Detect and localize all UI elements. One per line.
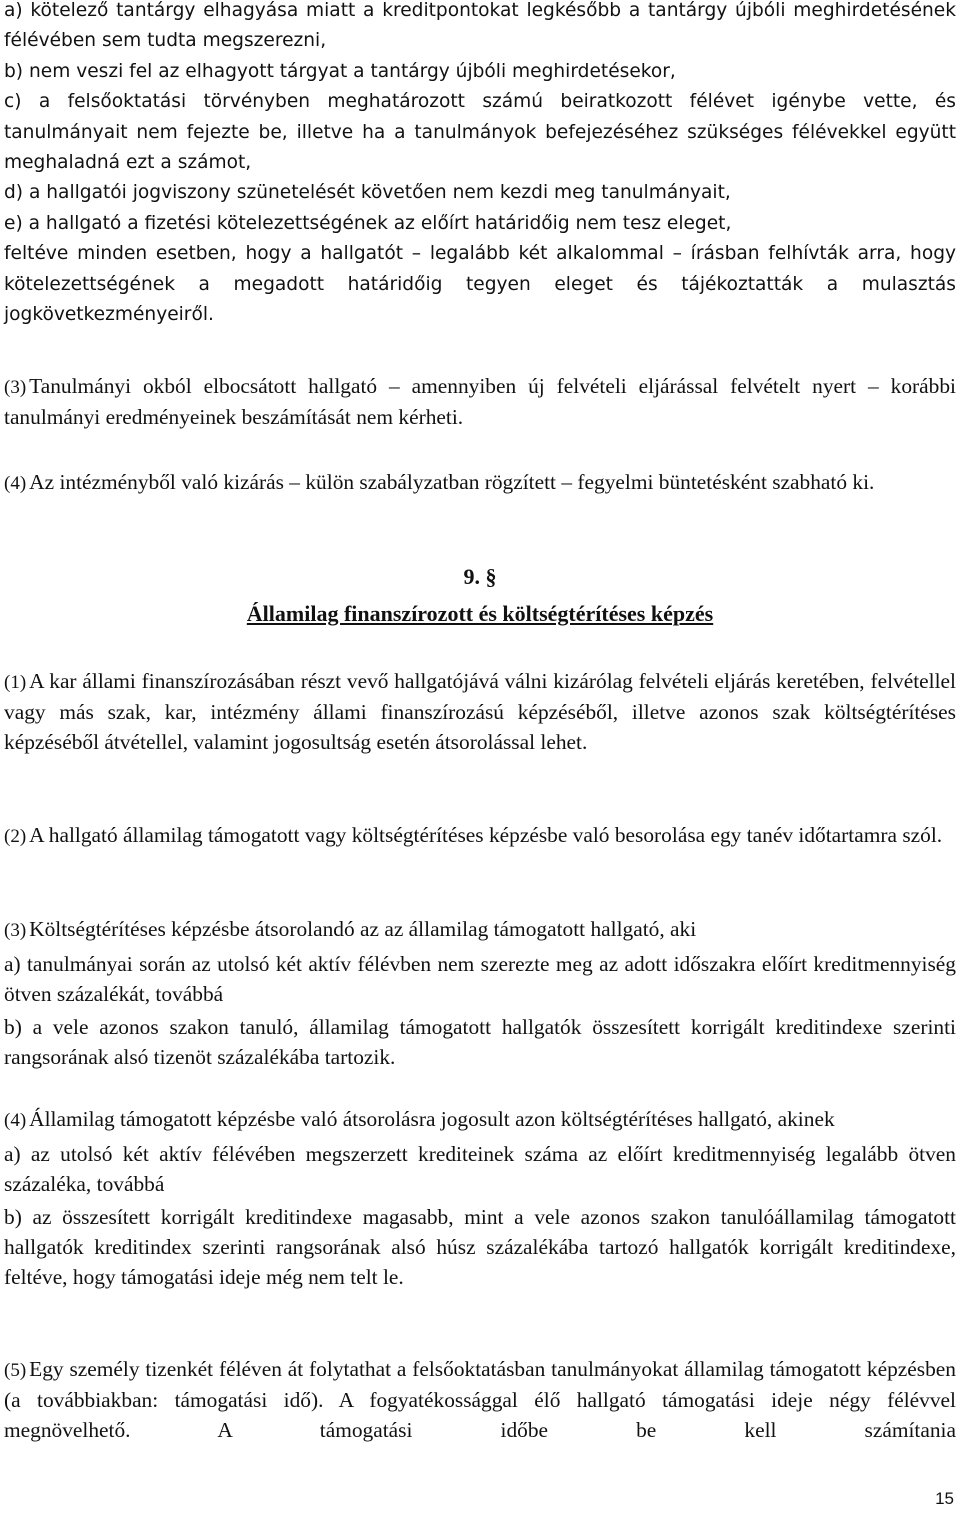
list-condition: feltéve minden esetben, hogy a hallgatót – legalább két alkalommal – írásban felhívták arra, hogy kötelezettségének a megadott határidőig tegyen eleget és tájékoztatták a mulasztás jogkövetkezményeiről. [4,243,956,326]
paragraph-number: (4) [4,1110,27,1131]
list-item-c: c) a felsőoktatási törvényben meghatározott számú beiratkozott félévet igénybe vette, és tanulmányait nem fejezte be, illetve ha a tanulmányok befejezéséhez szükséges félévekkel együtt meghaladná ezt a számot, [4,91,956,174]
paragraph-number: (1) [4,672,27,693]
section-number: 9. § [463,564,497,589]
paragraph-3 [4,372,956,433]
paragraph-number: (3) [4,920,27,941]
section-paragraph-3 [4,915,956,1073]
top-list [4,0,956,330]
section-paragraph-4 [4,1105,956,1293]
paragraph-text: Egy személy tizenkét féléven át folytathat a felsőoktatásban tanulmányokat államilag támogatott képzésben (a továbbiakban: támogatási idő). A fogyatékossággal élő hallgató támogatási ideje négy félévvel megnövelhető. A támogatási időbe be kell számítania [4,1357,956,1442]
paragraph-number: (2) [4,826,27,847]
paragraph-number: (3) [4,377,27,398]
sub-item-a: a) az utolsó két aktív félévében megszerzett krediteinek száma az előírt kreditmennyiség legalább ötven százaléka, továbbá [4,1141,956,1196]
sub-item-a: a) tanulmányai során az utolsó két aktív félévben nem szerezte meg az adott időszakra előírt kreditmennyiség ötven százalékát, továbbá [4,951,956,1006]
section-paragraph-5 [4,1355,956,1445]
page-number: 15 [935,1489,954,1508]
sub-item-b: b) az összesített korrigált kreditindexe magasabb, mint a vele azonos szakon tanulóállamilag támogatott hallgatók kreditindex szerinti rangsorának alsó húsz százalékába tartozó hallgatók korrigált kreditindexe, feltéve, hogy támogatási ideje még nem telt le. [4,1205,956,1289]
section-title: Államilag finanszírozott és költségtérítéses képzés [246,601,714,626]
paragraph-text: A hallgató államilag támogatott vagy költségtérítéses képzésbe való besorolása egy tanév időtartamra szól. [29,823,943,847]
paragraph-text: Államilag támogatott képzésbe való átsorolásra jogosult azon költségtérítéses hallgató, akinek [29,1107,835,1131]
paragraph-number: (4) [4,473,27,494]
paragraph-text: A kar állami finanszírozásában részt vevő hallgatójává válni kizárólag felvételi eljárás keretében, felvétellel vagy más szak, kar, intézmény állami finanszírozású képzéséből, illetve azonos szak költségtérítéses képzéséből átvétellel, valamint jogosultság esetén átsorolással lehet. [4,669,956,754]
list-item-b: b) nem veszi fel az elhagyott tárgyat a tantárgy újbóli meghirdetésekor, [4,60,676,82]
paragraph-text: Az intézményből való kizárás – külön szabályzatban rögzített – fegyelmi büntetésként szabható ki. [29,470,875,494]
section-paragraph-2 [4,821,956,852]
paragraph-text: Tanulmányi okból elbocsátott hallgató – amennyiben új felvételi eljárással felvételt nyert – korábbi tanulmányi eredményeinek beszámítását nem kérheti. [4,374,956,429]
paragraph-4 [4,468,956,499]
list-item-e: e) a hallgató a fizetési kötelezettségének az előírt határidőig nem tesz eleget, [4,212,732,234]
section-paragraph-1 [4,667,956,757]
paragraph-text: Költségtérítéses képzésbe átsorolandó az az államilag támogatott hallgató, aki [29,917,697,941]
sub-item-b: b) a vele azonos szakon tanuló, államilag támogatott hallgatók összesített korrigált kreditindexe szerinti rangsorának alsó tizenöt százalékába tartozik. [4,1015,956,1070]
list-item-d: d) a hallgatói jogviszony szünetelését követően nem kezdi meg tanulmányait, [4,182,731,204]
list-item-a: a) kötelező tantárgy elhagyása miatt a kreditpontokat legkésőbb a tantárgy újbóli meghirdetésének félévében sem tudta megszerezni, [4,0,956,52]
paragraph-number: (5) [4,1360,27,1381]
